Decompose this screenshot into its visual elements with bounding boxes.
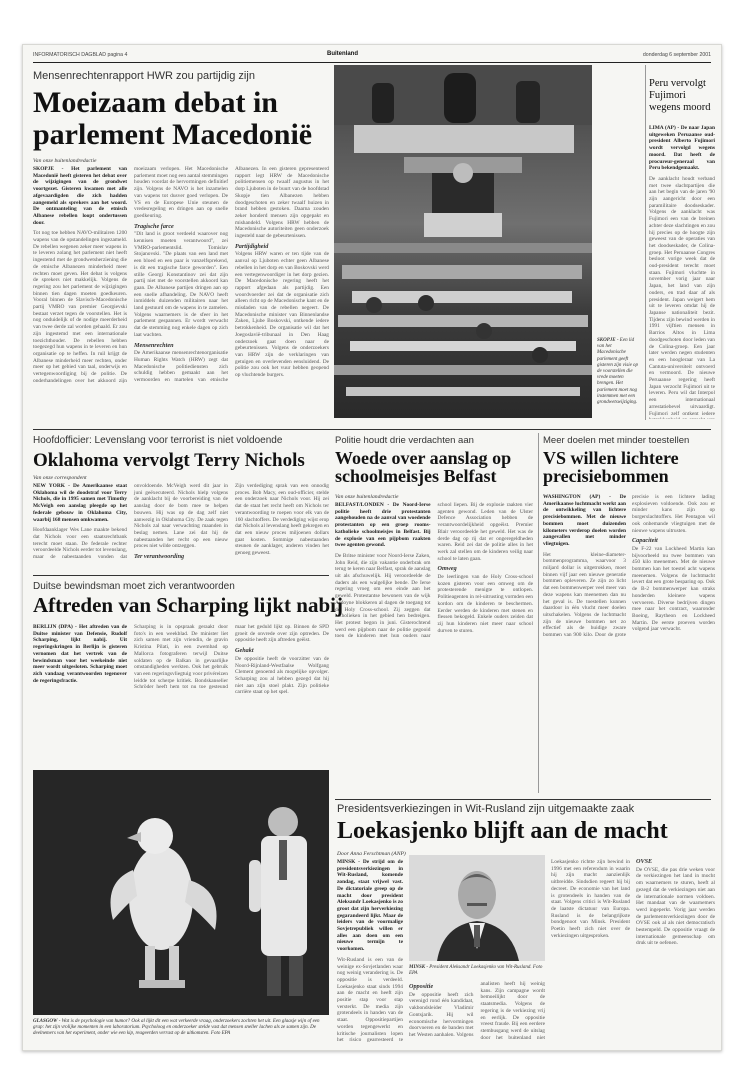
scharping-kicker: Duitse bewindsman moet zich verantwoorden: [33, 581, 235, 592]
loek-caption-title: MINSK: [409, 965, 426, 970]
glasgow-caption-text: - Wat is de psychologie van humor? Ook al lijkt dit een wat verkeerde vraag, onderzoekers zochten het uit. Een glaasje wijn of een grap: het zijn vrolijke momenten in een laboratorium. Psycholoog en onderzoeker stelde vast dat mensen sneller lachen als ze samen zijn. De deelnemers van het experiment, onder wie een kip, reageerden verrast op de uitkomsten. Foto EPA: [33, 1019, 320, 1037]
a1-sub-1: Tragische farce: [134, 222, 174, 230]
loek-body-1: [337, 859, 403, 1043]
a1-caption-text: - Een lid van het Macedonische parlement geeft gisteren zijn visie op de voorstellen die vrede moeten brengen. Het parlement moet nog instemmen met een grondwetswijziging.: [597, 338, 639, 406]
a1-body-text-3: De Amerikaanse mensenrechtenorganisatie Human Rights Watch (HRW) zegt dat Macedonische politiediensten zich schuldig hebben gemaakt aan het vermoorden en martelen van etnische Albanezen. In een gisteren gepresenteerd rapport legt HRW de Macedonische politiemensen op twaalf augustus in het dorp Ljuboten in de buurt van de hoofdstad Skopje tien Albanezen hebben doodgeschoten en zeker twaalf huizen in brand hebben gestoken. Daarna zouden zeker honderd mensen zijn opgepakt en mishandeld. Volgens HRW hebben de Macedonische autoriteiten geen onderzoek ingesteld naar de gebeurtenissen.: [134, 166, 329, 384]
mcveigh-body: [33, 483, 329, 571]
mcveigh-text: Hoofdaanklager Wes Lane maakte bekend dat Nichols voor een staatsrechtbank terecht moet staan. De federale rechter veroordeelde Nichols eerder tot levenslang, maar de nabestaanden vonden dat onvoldoende. McVeigh werd dit jaar in juni geëxecuteerd. Nichols hielp volgens de aanklacht bij de voorbereiding van de aanslag door de bom mee te helpen bouwen. Hij was op de dag zelf niet aanwezig in Oklahoma City. De zaak tegen Nichols zal naar verwachting maanden in beslag nemen. Lane zei dat hij de nabestaanden het recht op een nieuw proces niet wilde ontzeggen.: [33, 483, 228, 561]
belfast-lead: BELFAST/LONDEN - De Noord-Ierse politie heeft drie protestanten aangehouden na de aanval van woedende protestanten op een groep rooms-katholieke schoolmeisjes in Belfast. Bij de explosie van een pijpbom raakten twee agenten gewond.: [335, 502, 431, 549]
fujimori-headline: Peru vervolgt Fujimori wegens moord: [649, 78, 711, 113]
vs-headline: VS willen lichtere precisiebommen: [543, 448, 679, 487]
mcveigh-byline: Van onze correspondent: [33, 475, 87, 481]
belfast-byline: Van onze buitenlandredactie: [335, 494, 399, 500]
section-title: Buitenland: [327, 51, 358, 57]
scharping-sub: Gehakt: [235, 647, 254, 655]
a1-kicker: Mensenrechtenrapport HWR zou partijdig zijn: [33, 70, 255, 82]
parliament-photo-graphic: [334, 65, 592, 418]
newspaper-page: [22, 44, 722, 1051]
glasgow-caption: [33, 1019, 329, 1038]
mcveigh-sub: Ter verantwoording: [134, 553, 185, 561]
loek-body-3: [551, 859, 715, 1043]
mcveigh-lead: NEW YORK - De Amerikaanse staat Oklahoma wil de doodstraf voor Terry Nichols, die in 1995 samen met Timothy McVeigh een aanslag pleegde op het federale gebouw in Oklahoma City, waarbij 168 mensen omkwamen.: [33, 483, 127, 523]
loekasjenko-portrait: [409, 855, 545, 961]
mcveigh-kicker: Hoofdofficier: Levenslang voor terrorist is niet voldoende: [33, 435, 283, 446]
loek-lead: MINSK - De strijd om de presidentsverkiezingen in Wit-Rusland, komende zondag, staat vrijwel vast. De dictatoriale greep op de macht door president Aleksandr Loekasjenko is zo groot dat zijn herverkiezing gegarandeerd lijkt. Maar de leiders van de voormalige Sovjetrepubliek willen er alles aan doen om een nieuwe termijn te voorkomen.: [337, 859, 403, 953]
rule-1: [33, 429, 711, 430]
mcveigh-headline: Oklahoma vervolgt Terry Nichols: [33, 450, 305, 471]
loek-kicker: Presidentsverkiezingen in Wit-Rusland zijn uitgemaakte zaak: [337, 803, 635, 815]
column-divider-2: [538, 433, 539, 793]
a1-body-text-4: Volgens HRW waren er ten tijde van de aanval op Ljuboten echter geen Albanese rebellen in het dorp en van Boskovski werd een vertegenwoordiger in het dorp gezien. De Macedonische regering heeft het rapport afgedaan als partijdig. Een woordvoerder zei dat de organisatie zich alleen richt op de Macedonische kant en de misdaden van de rebellen negeert. De Macedonische minister van Binnenlandse Zaken, Ljube Boskovski, ontkende iedere betrokkenheid. De organisatie wil dat het Joegoslavië-tribunaal in Den Haag onderzoek gaat doen naar de gebeurtenissen. Volgens de onderzoekers van HRW zijn de verklaringen van getuigen en overlevenden eensluidend. De politie zou ook het vuur hebben geopend op vluchtende burgers.: [235, 251, 329, 379]
scharping-body: [33, 624, 329, 766]
mcveigh-text-2: Zijn verdediging sprak van een onnodig proces. Bob Macy, een oud-officier, stelde een onderzoek naar Nichols voor. Hij zei dat de staat het recht heeft om Nichols ter verantwoording te roepen voor elk van de 160 slachtoffers. De verdediging wijst erop dat Nichols al levenslang heeft gekregen en dat een nieuw proces miljoenen dollars gaat kosten. Sommige nabestaanden steunen de aanklager, anderen vinden het genoeg geweest.: [235, 483, 329, 557]
loek-text: Wit-Rusland is een van de weinige ex-Sovjetlanden waar nog weinig verandering is. De oppositie is verdeeld. Loekasjenko staat sinds 1994 aan de macht en heeft zijn positie stap voor stap versterkt. De media zijn grotendeels in handen van de staat. Oppositiepartijen worden tegengewerkt en kritische journalisten lopen het risico gearresteerd te: [337, 956, 403, 1043]
loek-caption-text: - President Aleksandr Loekasjenko van Wit-Rusland. Foto EPA: [409, 965, 543, 977]
glasgow-photo-graphic: [33, 770, 329, 1015]
a1-caption: [597, 338, 641, 406]
loekasjenko-portrait-graphic: [409, 855, 545, 961]
loek-body-2: [409, 981, 545, 1043]
vs-text: Het kleine-diameter-bommenprogramma, waarvoor 3 miljard dollar is uitgetrokken, moet binnen vijf jaar een nieuwe generatie bommen opleveren. Ze zijn zo licht dat een bommenwerper veel meer van deze wapens kan meenemen dan nu het geval is. De toestellen kunnen daardoor in één vlucht meer doelen uitschakelen. Volgens de luchtmacht zijn de nieuwe bommen net zo effectief als de huidige zware bommen van 900 kilo. Door de grote precisie is een lichtere lading explosieven voldoende. Ook zou er minder kans zijn op burgerslachtoffers. Het Pentagon wil ook onbemande vliegtuigen met de nieuwe wapens uitrusten.: [543, 494, 715, 639]
belfast-headline: Woede over aanslag op schoolmeisjes Belfast: [335, 448, 512, 487]
column-divider: [645, 65, 646, 420]
a1-body-text: Tot nog toe hebben NAVO-militairen 1200 wapens van de opstandelingen ingezameld. De rebellen wegenen zeker meer wapens in te leveren zolang het parlement niet heeft ingestemd met de grondwetsherziening die de etnische Albanezen minderheid meer rechten moet geven. Het debat is volgens de sprekers niet makkelijk. Volgens de regering zou het parlement de wijzigingen binnen tien dagen moeten goedkeuren. Vooral binnen de Slavisch-Macedonische partij VMRO van premier Georgievski bestaat verzet tegen de voorstellen. Het is nog onduidelijk of de nodige meerderheid van twee derde zal worden gehaald. Er zou zijn ingestemd met een internationale toezichthouder. De rebellen hebben toegezegd hun wapens in te leveren en hun organisatie op te heffen. In ruil krijgt de Albanese minderheid meer rechten, onder meer op het gebied van taal, onderwijs en vertegenwoordiging bij de politie. De onderhandelingen over het akkoord zijn moeizaam verlopen. Het Macedonische parlement moet nog een aantal stemmingen houden voordat de hervormingen definitief zijn. Volgens de NAVO is het inzamelen van wapens tot dusver goed verlopen. De VS en de Europese Unie steunen de vredesregeling en dringen aan op snelle goedkeuring.: [33, 166, 228, 384]
belfast-sub: Omweg: [437, 565, 457, 573]
fujimori-body: [649, 125, 715, 419]
loek-headline: Loekasjenko blijft aan de macht: [337, 818, 668, 844]
masthead-left: INFORMATORISCH DAGBLAD pagina 4: [33, 52, 128, 58]
belfast-text-2: De leerlingen van de Holy Cross-school kozen gisteren voor een omweg om de protesterende menigte te ontlopen. Politieagenten in rel-uitrusting vormden een kordon om de kinderen te beschermen. Eerder werden de kinderen met stenen en flessen bekogeld. Enkele ouders zeiden dat zij hun kinderen niet meer naar school durven te sturen.: [437, 574, 533, 634]
a1-body-text-2: "Dit land is groot verdeeld waarover nog kennisen moeten verantwoord", zei VMRO-parlementslid. Tomislav Stojanovski. "De plaats van een land met een bloed en een paar is vanzelfsprekend, is dit een tragische farce geworden". Een stille Georgi Konstantinov zei dat zijn partij niet met de voorstellen akkoord kan gaan. De Albanese partijen dringen aan op een snelle afhandeling. De NAVO heeft inmiddels duizenden militairen naar het land gestuurd om de wapens in te zamelen. Volgens waarnemers is de sfeer in het parlement gespannen. Er wordt verwacht dat de stemming nog enkele dagen op zich laat wachten.: [134, 231, 228, 338]
a1-caption-title: SKOPJE: [597, 338, 616, 343]
a1-body: [33, 166, 329, 440]
loek-sub-2: Oppositie: [409, 983, 434, 990]
vs-text-2: De F-22 van Lockheed Martin kan bijvoorbeeld nu twee bommen van 450 kilo meenemen. Met de nieuwe bommen kan het toestel acht wapens meenemen. Volgens de luchtmacht levert dat een grote besparing op. Ook de B-2 bommenwerper kan straks honderden kleinere wapens vervoeren. Diverse bedrijven dingen mee naar het contract, waaronder Boeing, Raytheon en Lockheed Martin. De eerste proeven worden volgend jaar verwacht.: [632, 545, 715, 633]
vs-sub: Capaciteit: [632, 537, 658, 545]
loek-sub-3: OVSE: [636, 859, 653, 865]
masthead-date: donderdag 6 september 2001: [642, 52, 711, 58]
vs-body: [543, 494, 715, 791]
glasgow-caption-title: GLASGOW: [33, 1019, 58, 1024]
a1-headline-2: parlement Macedonië: [33, 118, 313, 151]
a1-lead: SKOPJE - Het parlement van Macedonië heeft gisteren het debat over de wijzigingen van de grondwet voortgezet. Gisteren kwamen met alle afgevaardigden die zich hadden aangemeld als sprekers aan het woord. De ontmanteling van de etnisch Albanese rebellen loopt ondertussen door.: [33, 166, 127, 226]
rule-3: [335, 799, 711, 800]
a1-headline-1: Moeizaam debat in: [33, 86, 278, 119]
belfast-kicker: Politie houdt drie verdachten aan: [335, 435, 474, 446]
rule-2: [33, 575, 329, 576]
scharping-text-2: De oppositie heeft de voorzitter van de Noord-Rijnland-Westfaalse Wolfgang Clement genoemd als mogelijke opvolger. Scharping zou al hebben gezegd dat hij niet aan zijn stoel plakt. Zijn politieke carrière staat op het spel.: [235, 655, 329, 696]
a1-sub-3: Partijdigheid: [235, 242, 269, 250]
belfast-text: De Britse minister voor Noord-Ierse Zaken, John Reid, die zijn vakantie onderbrak om terug te keren naar Belfast, sprak de aanslag uit als afschuwelijk. Hij veroordeelde de daders als een walgelijke bende. De Ierse regering vroeg om een einde aan het geweld. Protestantse bewoners van de wijk Ardoyne blokkeren al dagen de toegang tot de Holy Cross-school. Zij zeggen dat katholieken in het gebied hen bedreigen. Het protest begon in juni. Gisterochtend werd een pijpbom naar de politie gegooid toen de kinderen met hun ouders naar school liepen. Bij de explosie raakten vier agenten gewond. Leden van de Ulster Defence Association hebben de verantwoordelijkheid opgeëist. Premier Blair veroordeelde het geweld. Het was de derde dag op rij dat er ongeregeldheden waren. Reid zei dat de politie alles in het werk zal stellen om de kinderen veilig naar school te laten gaan.: [335, 502, 533, 640]
belfast-body: [335, 502, 533, 795]
fujimori-text: De aanklacht houdt verband met twee slachtpartijen die aan het begin van de jaren '90 zijn aangericht door een paramilitaire doodseskader. Volgens de aanklacht was Fujimori een van de breinen achter deze slachtingen en zou hij precies op de hoogte zijn geweest van de operaties van het doodseskader, de Colina-groep. Het Peruaanse Congres besloot vorige week dat de oud-president terecht moet staan. Fujimori vluchtte in november vorig jaar naar Japan, het land van zijn ouders, en trad daar af als president. Japan weigert hem uit te leveren omdat hij de Japanse nationaliteit bezit. Tijdens zijn bewind werden in 1991 vijftien mensen in Barrios Altos in Lima doodgeschoten door leden van de Colina-groep. Een jaar later werden negen studenten en een hoogleraar van La Cantuta-universiteit ontvoerd en vermoord. De nieuwe Peruaanse regering heeft Japan verzocht Fujimori uit te leveren. Peru wil dat Interpol een internationaal arrestatiebevel uitvaardigt. Fujimori zelf ontkent iedere: [649, 175, 715, 417]
loek-caption: [409, 965, 545, 977]
a1-sub-2: Mensenrechten: [134, 341, 174, 349]
scharping-text: Scharping is in opspraak geraakt door foto's in een weekblad. De minister liet zich samen met zijn vriendin, de gravin Kristina Pilati, in een zwembad op Mallorca fotograferen terwijl Duitse soldaten op de Balkan in gevaarlijke omstandigheden werkten. Ook het gebruik van een regeringsvliegtuig voor privéreizen leidde tot scherpe kritiek. Bondskanselier Schröder heeft hem tot nu toe gesteund maar het geduld lijkt op. Binnen de SPD groeit de onvrede over zijn optreden. De oppositie heeft zijn aftreden geëist.: [134, 624, 329, 691]
loek-text-3: De oppositie heeft zich verenigd rond één kandidaat, vakbondsleider Vladimir Gontsjarik. Hij wil economische hervormingen doorvoeren en de banden met het Westen aanhalen. Volgens analisten heeft hij weinig kans. Zijn campagne wordt bemoeilijkt door de staatsmedia. Volgens de regering is de verkiezing vrij en eerlijk. De oppositie vreest fraude. Bij een eerdere stembusgang werd de uitslag door het buitenland niet: [409, 981, 545, 1041]
a1-byline: Van onze buitenlandredactie: [33, 158, 97, 164]
loek-text-5: De OVSE, die pas drie weken voor de verkiezingen het land in mocht om waarnemers te sturen, heeft al gezegd dat de verkiezingen niet aan de internationale normen voldoen. Het mandaat van de waarnemers werd ingeperkt. Vorig jaar werden de parlementsverkiezingen door de OVSE ook al als niet democratisch bestempeld. De oppositie vraagt de internationale gemeenschap om druk uit te oefenen.: [636, 866, 715, 947]
masthead-rule: [33, 62, 711, 63]
vs-kicker: Meer doelen met minder toestellen: [543, 435, 690, 446]
loek-text-4: Loekasjenko richtte zijn bewind in 1996 met een referendum in waarin hij zijn macht aanzienlijk uitbreidde. Sindsdien regeert hij bij decreet. De economie van het land is grotendeels in handen van de staat. Volgens critici is Wit-Rusland de laatste dictatuur van Europa. Rusland is de belangrijkste bondgenoot van Minsk. President Poetin heeft zich niet over de verkiezingen uitgesproken.: [551, 859, 630, 939]
scharping-lead: BERLIJN (DPA) - Het aftreden van de Duitse minister van Defensie, Rudolf Scharping, lijkt nabij. Uit regeringskringen in Berlijn is gisteren vernomen dat het vertrek van de bewindsman voor het weekeinde niet meer wordt uitgesloten. Scharping moet zich vandaag verantwoorden tegenover de regeringsfractie.: [33, 624, 127, 684]
vs-lead: WASHINGTON (AP) - De Amerikaanse luchtmacht werkt aan de ontwikkeling van lichtere precisiebommen. Met de nieuwe bommen moet duizenden kilometers verderop doelen worden aangevallen met minder vliegtuigen.: [543, 494, 626, 547]
parliament-photo: [334, 65, 592, 418]
loek-byline: Door Anna Ferschtman (ANP): [337, 851, 406, 857]
scharping-headline: Aftreden van Scharping lijkt nabij: [33, 593, 343, 617]
fujimori-lead: LIMA (AP) - De naar Japan uitgeweken Peruaanse oud-president Alberto Fujimori wordt vervolgd wegens moord. Dat heeft de procureur-generaal van Peru bekendgemaakt.: [649, 125, 715, 172]
glasgow-photo: [33, 770, 329, 1015]
